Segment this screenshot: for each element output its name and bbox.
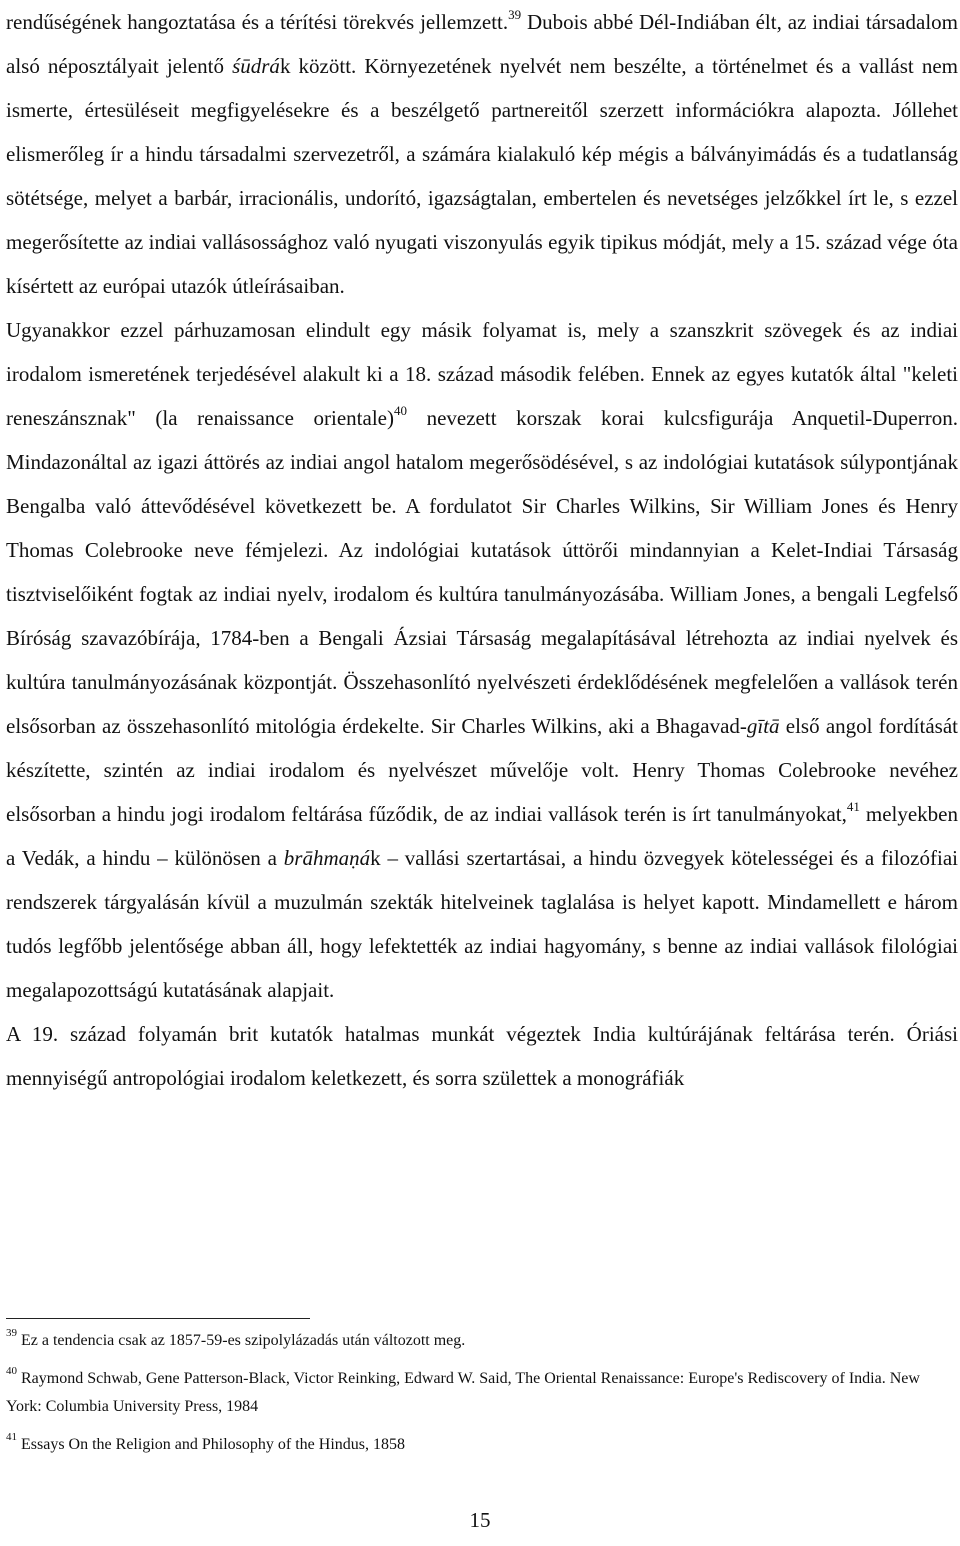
footnote-40 xyxy=(6,1365,954,1421)
term-sudra: śūdrá xyxy=(232,54,280,78)
footnote-number: 40 xyxy=(6,1364,17,1377)
term-gita: gītā xyxy=(746,714,780,738)
paragraph-2-text-d: melyekben a Vedák, a hindu – különösen a xyxy=(6,802,958,870)
footnote-text: Raymond Schwab, Gene Patterson-Black, Victor Reinking, Edward W. Said, The Oriental Renaissance: Europe's Rediscovery of India. New York: Columbia University Press, 1984 xyxy=(6,1370,920,1415)
paragraph-1-text-b: Dubois abbé Dél-Indiában élt, az indiai társadalom alsó néposztályait jelentő xyxy=(6,10,958,78)
term-brahmana: brāhmaṇá xyxy=(283,846,371,870)
paragraph-2 xyxy=(6,308,958,1012)
footnote-41 xyxy=(6,1431,954,1459)
footnote-39 xyxy=(6,1327,954,1355)
paragraph-2-text-b: nevezett korszak korai kulcsfigurája Anquetil-Duperron. Mindazonáltal az igazi áttörés az indiai angol hatalom megerősödésével, s az indológiai kutatások súlypontjának Bengalba való áttevődésével következett be. A fordulatot Sir Charles Wilkins, Sir William Jones és Henry Thomas Colebrooke neve fémjelezi. Az indológiai kutatások úttörői mindannyian a Kelet-Indiai Társaság tisztviselőiként fogtak az indiai nyelv, irodalom és kultúra tanulmányozásába. William Jones, a bengali Legfelső Bíróság szavazóbírája, 1784-ben a Bengali Ázsiai Társaság megalapításával létrehozta az indiai nyelvek és kultúra tanulmányozásának központját. Összehasonlító nyelvészeti érdeklődésének megfelelően a vallások terén elsősorban az összehasonlító mitológia érdekelte. Sir Charles Wilkins, aki a Bhagavad- xyxy=(6,406,958,738)
footnote-number: 39 xyxy=(6,1326,17,1339)
paragraph-2-text-a: Ugyanakkor ezzel párhuzamosan elindult egy másik folyamat is, mely a szanszkrit szövegek és az indiai irodalom ismeretének terjedésével alakult ki a 18. század második felében. Ennek az egyes kutatók által "keleti reneszánsznak" (la renaissance orientale) xyxy=(6,318,958,430)
paragraph-1-text-c: k között. Környezetének nyelvét nem beszélte, a történelmet és a vallást nem ismerte, értesüléseit megfigyelésekre és a beszélgető partnereitől szerzett információkra alapozta. Jóllehet elismerőleg ír a hindu társadalmi szervezetről, a számára kialakuló kép mégis a bálványimádás és a tudatlanság sötétsége, melyet a barbár, irracionális, undorító, igazságtalan, embertelen és nevetséges jelzőkkel írt le, s ezzel megerősítette az indiai vallásossághoz való nyugati viszonyulás egyik tipikus módját, mely a 15. század vége óta kísértett az európai utazók útleírásaiban. xyxy=(6,54,958,298)
page-number: 15 xyxy=(469,1508,491,1532)
footnote-ref-41[interactable]: 41 xyxy=(846,799,860,814)
footnote-ref-39[interactable]: 39 xyxy=(508,7,522,22)
body-text xyxy=(6,0,958,1100)
paragraph-1-text-a: rendűségének hangoztatása és a térítési törekvés jellemzett. xyxy=(6,10,509,34)
paragraph-2-text-e: k – vallási szertartásai, a hindu özvegyek kötelességei és a filozófiai rendszerek tárgyalásán kívül a muzulmán szekták hitelveinek taglalása is helyet kapott. Mindamellett e három tudós legfőbb jelentősége abban áll, hogy lefektették az indiai hagyomány, s benne az indiai vallások filológiai megalapozottságú kutatásának alapjait. xyxy=(6,846,958,1002)
paragraph-3-text: A 19. század folyamán brit kutatók hatalmas munkát végeztek India kultúrájának feltárása terén. Óriási mennyiségű antropológiai irodalom keletkezett, és sorra születtek a monográfiák xyxy=(6,1022,958,1090)
paragraph-2-text-c: első angol fordítását készítette, szintén az indiai irodalom és nyelvészet művelője volt. Henry Thomas Colebrooke nevéhez elsősorban a hindu jogi irodalom feltárása fűződik, de az indiai vallások terén is írt tanulmányokat, xyxy=(6,714,958,826)
footnote-number: 41 xyxy=(6,1430,17,1443)
footnote-text: Essays On the Religion and Philosophy of the Hindus, 1858 xyxy=(17,1436,405,1453)
footnote-ref-40[interactable]: 40 xyxy=(393,403,407,418)
footnotes xyxy=(6,1327,954,1469)
footnote-separator xyxy=(6,1318,310,1319)
paragraph-1 xyxy=(6,0,958,308)
paragraph-3 xyxy=(6,1012,958,1100)
footnote-text: Ez a tendencia csak az 1857-59-es szipolylázadás után változott meg. xyxy=(17,1332,466,1349)
